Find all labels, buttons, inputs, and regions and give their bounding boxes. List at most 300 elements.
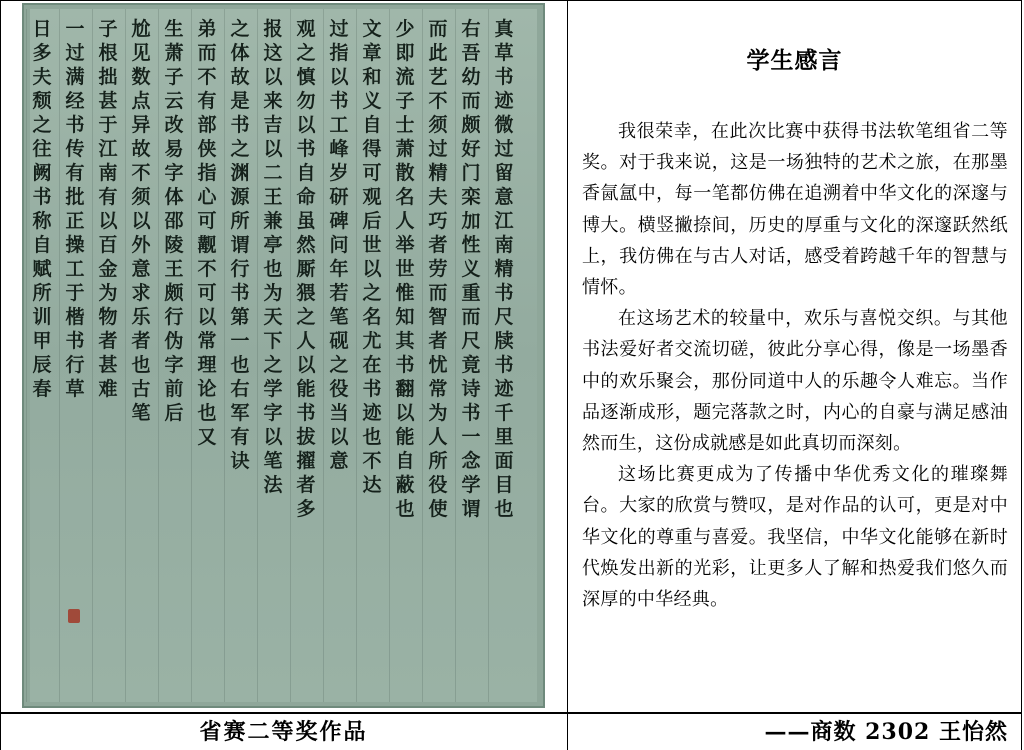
calligraphy-character: 江 [494, 210, 514, 232]
calligraphy-character: 散 [395, 162, 415, 184]
calligraphy-character: 常 [428, 378, 448, 400]
calligraphy-character: 操 [65, 234, 85, 256]
calligraphy-character: 颓 [32, 90, 52, 112]
calligraphy-column [360, 17, 384, 497]
calligraphy-character: 意 [329, 450, 349, 472]
calligraphy-gridline [92, 9, 93, 702]
calligraphy-character: 留 [494, 162, 514, 184]
calligraphy-character: 砚 [329, 330, 349, 352]
calligraphy-character: 也 [131, 354, 151, 376]
calligraphy-character: 不 [197, 258, 217, 280]
calligraphy-gridline [323, 9, 324, 702]
calligraphy-character: 阙 [32, 162, 52, 184]
calligraphy-gridline [191, 9, 192, 702]
calligraphy-character: 意 [131, 258, 151, 280]
calligraphy-character: 赋 [32, 258, 52, 280]
calligraphy-character: 须 [428, 114, 448, 136]
calligraphy-character: 多 [32, 42, 52, 64]
calligraphy-character: 古 [131, 378, 151, 400]
calligraphy-character: 者 [296, 474, 316, 496]
calligraphy-character: 义 [461, 258, 481, 280]
calligraphy-character: 夫 [32, 66, 52, 88]
calligraphy-character: 重 [461, 282, 481, 304]
calligraphy-character: 流 [395, 66, 415, 88]
calligraphy-character: 诀 [230, 450, 250, 472]
calligraphy-character: 之 [296, 306, 316, 328]
calligraphy-character: 字 [164, 162, 184, 184]
calligraphy-character: 而 [197, 42, 217, 64]
calligraphy-character: 乐 [131, 306, 151, 328]
calligraphy-character: 知 [395, 306, 415, 328]
calligraphy-character: 也 [230, 354, 250, 376]
calligraphy-character: 可 [362, 162, 382, 184]
calligraphy-character: 行 [230, 258, 250, 280]
calligraphy-character: 和 [362, 66, 382, 88]
calligraphy-character: 勿 [296, 90, 316, 112]
calligraphy-character: 正 [65, 210, 85, 232]
calligraphy-character: 猥 [296, 282, 316, 304]
calligraphy-character: 工 [329, 114, 349, 136]
calligraphy-character: 可 [197, 210, 217, 232]
calligraphy-gridline [257, 9, 258, 702]
calligraphy-character: 书 [230, 114, 250, 136]
calligraphy-character: 面 [494, 450, 514, 472]
calligraphy-column [129, 17, 153, 425]
essay-paragraph-3: 这场比赛更成为了传播中华优秀文化的璀璨舞台。大家的欣赏与赞叹，是对作品的认可，更是对中华文化的尊重与喜爱。我坚信，中华文化能够在新时代焕发出新的光彩，让更多人了解和热爱我们悠久而深厚的中华经典。 [582, 464, 1008, 611]
calligraphy-character: 草 [494, 42, 514, 64]
calligraphy-character: 蔽 [395, 474, 415, 496]
calligraphy-character: 名 [362, 306, 382, 328]
calligraphy-character: 传 [65, 138, 85, 160]
calligraphy-character: 多 [296, 498, 316, 520]
calligraphy-character: 以 [131, 210, 151, 232]
calligraphy-character: 之 [263, 354, 283, 376]
calligraphy-character: 智 [428, 306, 448, 328]
calligraphy-character: 劳 [428, 258, 448, 280]
essay-paragraph-1: 我很荣幸，在此次比赛中获得书法软笔组省二等奖。对于我来说，这是一场独特的艺术之旅，在那墨香氤氲中，每一笔都仿佛在追溯着中华文化的深邃与博大。横竖撇捺间，历史的厚重与文化的深邃跃然纸上，我仿佛在与古人对话，感受着跨越千年的智慧与情怀。 [582, 121, 1008, 299]
calligraphy-character: 点 [131, 90, 151, 112]
calligraphy-paper [30, 9, 537, 702]
calligraphy-character: 不 [197, 66, 217, 88]
calligraphy-artwork-image [22, 3, 545, 708]
calligraphy-character: 真 [494, 18, 514, 40]
calligraphy-character: 名 [395, 186, 415, 208]
calligraphy-character: 满 [65, 66, 85, 88]
calligraphy-character: 学 [263, 378, 283, 400]
calligraphy-character: 颇 [164, 282, 184, 304]
calligraphy-character: 役 [329, 378, 349, 400]
calligraphy-character: 王 [164, 258, 184, 280]
calligraphy-character: 可 [197, 282, 217, 304]
calligraphy-character: 过 [494, 138, 514, 160]
calligraphy-character: 过 [65, 42, 85, 64]
calligraphy-character: 栾 [461, 186, 481, 208]
calligraphy-character: 人 [296, 330, 316, 352]
calligraphy-character: 书 [461, 402, 481, 424]
calligraphy-character: 军 [230, 402, 250, 424]
calligraphy-character: 也 [362, 426, 382, 448]
calligraphy-character: 尺 [494, 306, 514, 328]
calligraphy-character: 精 [428, 162, 448, 184]
calligraphy-character: 也 [263, 258, 283, 280]
calligraphy-gridline [356, 9, 357, 702]
calligraphy-column [30, 17, 54, 401]
calligraphy-column [492, 17, 516, 521]
calligraphy-character: 是 [230, 90, 250, 112]
calligraphy-character: 所 [428, 450, 448, 472]
calligraphy-column [459, 17, 483, 521]
calligraphy-character: 虽 [296, 210, 316, 232]
calligraphy-character: 二 [263, 162, 283, 184]
calligraphy-character: 于 [65, 282, 85, 304]
calligraphy-character: 来 [263, 90, 283, 112]
calligraphy-character: 不 [131, 162, 151, 184]
calligraphy-character: 陵 [164, 234, 184, 256]
calligraphy-character: 以 [98, 210, 118, 232]
table-border-right [1021, 0, 1022, 750]
calligraphy-character: 翻 [395, 378, 415, 400]
calligraphy-character: 问 [329, 234, 349, 256]
calligraphy-character: 故 [230, 66, 250, 88]
calligraphy-character: 以 [197, 306, 217, 328]
calligraphy-character: 惟 [395, 282, 415, 304]
calligraphy-character: 观 [296, 18, 316, 40]
calligraphy-character: 者 [131, 330, 151, 352]
calligraphy-character: 书 [494, 282, 514, 304]
calligraphy-character: 根 [98, 42, 118, 64]
table-border-middle [567, 0, 568, 750]
calligraphy-character: 以 [263, 66, 283, 88]
calligraphy-character: 然 [296, 234, 316, 256]
calligraphy-character: 甚 [98, 354, 118, 376]
calligraphy-character: 论 [197, 378, 217, 400]
calligraphy-character: 见 [131, 42, 151, 64]
calligraphy-character: 艺 [428, 66, 448, 88]
calligraphy-character: 弟 [197, 18, 217, 40]
calligraphy-character: 云 [164, 90, 184, 112]
calligraphy-character: 邵 [164, 210, 184, 232]
calligraphy-gridline [488, 9, 489, 702]
calligraphy-character: 体 [164, 186, 184, 208]
calligraphy-character: 而 [428, 282, 448, 304]
calligraphy-character: 迹 [494, 378, 514, 400]
calligraphy-character: 书 [65, 114, 85, 136]
calligraphy-character: 指 [329, 42, 349, 64]
calligraphy-character: 法 [263, 474, 283, 496]
calligraphy-character: 笔 [329, 306, 349, 328]
table-border-top [0, 0, 1022, 1]
calligraphy-character: 甲 [32, 330, 52, 352]
calligraphy-character: 之 [230, 18, 250, 40]
calligraphy-character: 过 [428, 138, 448, 160]
calligraphy-character: 经 [65, 90, 85, 112]
calligraphy-character: 之 [296, 42, 316, 64]
calligraphy-character: 右 [230, 378, 250, 400]
calligraphy-character: 行 [65, 354, 85, 376]
calligraphy-character: 为 [263, 282, 283, 304]
calligraphy-character: 尤 [362, 330, 382, 352]
calligraphy-character: 而 [461, 90, 481, 112]
calligraphy-character: 须 [131, 186, 151, 208]
calligraphy-character: 以 [395, 402, 415, 424]
calligraphy-character: 谓 [461, 498, 481, 520]
calligraphy-character: 也 [494, 498, 514, 520]
calligraphy-character: 世 [362, 234, 382, 256]
calligraphy-character: 笔 [131, 402, 151, 424]
calligraphy-character: 拙 [98, 66, 118, 88]
calligraphy-character: 而 [461, 306, 481, 328]
artwork-caption: 省赛二等奖作品 [199, 719, 368, 745]
calligraphy-character: 理 [197, 354, 217, 376]
calligraphy-character: 往 [32, 138, 52, 160]
calligraphy-character: 自 [296, 162, 316, 184]
calligraphy-character: 厮 [296, 258, 316, 280]
calligraphy-character: 萧 [164, 42, 184, 64]
calligraphy-character: 而 [428, 18, 448, 40]
calligraphy-character: 诗 [461, 378, 481, 400]
calligraphy-character: 天 [263, 306, 283, 328]
calligraphy-character: 即 [395, 42, 415, 64]
calligraphy-character: 好 [461, 138, 481, 160]
calligraphy-character: 以 [329, 426, 349, 448]
calligraphy-character: 观 [362, 186, 382, 208]
calligraphy-character: 得 [362, 138, 382, 160]
calligraphy-character: 以 [362, 258, 382, 280]
calligraphy-character: 不 [362, 450, 382, 472]
calligraphy-character: 一 [230, 330, 250, 352]
calligraphy-character: 千 [494, 402, 514, 424]
calligraphy-character: 指 [197, 162, 217, 184]
calligraphy-character: 在 [362, 354, 382, 376]
calligraphy-character: 一 [461, 426, 481, 448]
calligraphy-character: 书 [230, 282, 250, 304]
calligraphy-character: 役 [428, 474, 448, 496]
calligraphy-character: 使 [428, 498, 448, 520]
calligraphy-character: 迹 [362, 402, 382, 424]
calligraphy-character: 报 [263, 18, 283, 40]
calligraphy-column [294, 17, 318, 521]
calligraphy-character: 子 [98, 18, 118, 40]
calligraphy-character: 也 [197, 402, 217, 424]
calligraphy-character: 幼 [461, 66, 481, 88]
calligraphy-gridline [455, 9, 456, 702]
calligraphy-character: 以 [263, 426, 283, 448]
calligraphy-character: 后 [164, 402, 184, 424]
calligraphy-character: 觏 [197, 234, 217, 256]
calligraphy-character: 之 [362, 282, 382, 304]
calligraphy-column [162, 17, 186, 425]
calligraphy-column [426, 17, 450, 521]
calligraphy-character: 其 [395, 330, 415, 352]
calligraphy-character: 书 [395, 354, 415, 376]
calligraphy-character: 心 [197, 186, 217, 208]
calligraphy-character: 之 [230, 138, 250, 160]
calligraphy-character: 右 [461, 18, 481, 40]
calligraphy-character: 书 [32, 186, 52, 208]
calligraphy-character: 巧 [428, 210, 448, 232]
calligraphy-character: 拔 [296, 426, 316, 448]
calligraphy-character: 兼 [263, 210, 283, 232]
calligraphy-column [195, 17, 219, 449]
calligraphy-character: 自 [395, 450, 415, 472]
calligraphy-character: 第 [230, 306, 250, 328]
calligraphy-character: 亭 [263, 234, 283, 256]
calligraphy-column [261, 17, 285, 497]
calligraphy-character: 意 [494, 186, 514, 208]
calligraphy-character: 易 [164, 138, 184, 160]
calligraphy-character: 笔 [263, 450, 283, 472]
calligraphy-character: 者 [428, 330, 448, 352]
calligraphy-character: 有 [65, 162, 85, 184]
calligraphy-character: 异 [131, 114, 151, 136]
calligraphy-character: 微 [494, 114, 514, 136]
calligraphy-character: 楷 [65, 306, 85, 328]
calligraphy-character: 以 [296, 114, 316, 136]
calligraphy-character: 门 [461, 162, 481, 184]
calligraphy-character: 王 [263, 186, 283, 208]
calligraphy-character: 章 [362, 42, 382, 64]
author-signature: ——商数 2302 王怡然 [764, 719, 1008, 745]
calligraphy-character: 训 [32, 306, 52, 328]
calligraphy-column [63, 17, 87, 401]
calligraphy-character: 草 [65, 378, 85, 400]
calligraphy-character: 所 [230, 210, 250, 232]
calligraphy-character: 少 [395, 18, 415, 40]
calligraphy-column [228, 17, 252, 473]
calligraphy-character: 书 [362, 378, 382, 400]
calligraphy-character: 子 [164, 66, 184, 88]
calligraphy-character: 春 [32, 378, 52, 400]
calligraphy-character: 字 [164, 354, 184, 376]
calligraphy-character: 谓 [230, 234, 250, 256]
calligraphy-character: 下 [263, 330, 283, 352]
calligraphy-character: 忧 [428, 354, 448, 376]
calligraphy-character: 峰 [329, 138, 349, 160]
calligraphy-character: 慎 [296, 66, 316, 88]
calligraphy-character: 工 [65, 258, 85, 280]
calligraphy-character: 不 [428, 90, 448, 112]
calligraphy-character: 物 [98, 306, 118, 328]
calligraphy-character: 南 [494, 234, 514, 256]
calligraphy-character: 日 [32, 18, 52, 40]
calligraphy-character: 竟 [461, 354, 481, 376]
calligraphy-character: 批 [65, 186, 85, 208]
calligraphy-character: 难 [98, 378, 118, 400]
calligraphy-gridline [59, 9, 60, 702]
calligraphy-character: 以 [296, 354, 316, 376]
calligraphy-character: 辰 [32, 354, 52, 376]
calligraphy-character: 改 [164, 114, 184, 136]
calligraphy-character: 之 [32, 114, 52, 136]
calligraphy-character: 自 [32, 234, 52, 256]
calligraphy-character: 以 [263, 138, 283, 160]
calligraphy-character: 称 [32, 210, 52, 232]
calligraphy-character: 夫 [428, 186, 448, 208]
calligraphy-character: 牍 [494, 330, 514, 352]
calligraphy-character: 当 [329, 402, 349, 424]
calligraphy-character: 尺 [461, 330, 481, 352]
essay-body [582, 116, 1008, 615]
calligraphy-character: 有 [197, 90, 217, 112]
calligraphy-character: 源 [230, 186, 250, 208]
calligraphy-character: 以 [329, 66, 349, 88]
calligraphy-character: 子 [395, 90, 415, 112]
calligraphy-character: 士 [395, 114, 415, 136]
calligraphy-gridline [290, 9, 291, 702]
calligraphy-character: 为 [428, 402, 448, 424]
calligraphy-character: 文 [362, 18, 382, 40]
calligraphy-character: 义 [362, 90, 382, 112]
calligraphy-character: 若 [329, 282, 349, 304]
calligraphy-character: 研 [329, 186, 349, 208]
calligraphy-character: 性 [461, 234, 481, 256]
calligraphy-character: 擢 [296, 450, 316, 472]
calligraphy-character: 书 [494, 66, 514, 88]
calligraphy-character: 举 [395, 234, 415, 256]
calligraphy-character: 颇 [461, 114, 481, 136]
calligraphy-character: 能 [296, 378, 316, 400]
calligraphy-column [393, 17, 417, 521]
table-border-row-divider [0, 712, 1022, 714]
calligraphy-column [327, 17, 351, 473]
calligraphy-character: 南 [98, 162, 118, 184]
calligraphy-character: 书 [329, 90, 349, 112]
calligraphy-character: 萧 [395, 138, 415, 160]
calligraphy-character: 学 [461, 474, 481, 496]
calligraphy-character: 书 [65, 330, 85, 352]
calligraphy-character: 念 [461, 450, 481, 472]
calligraphy-character: 所 [32, 282, 52, 304]
calligraphy-character: 生 [164, 18, 184, 40]
calligraphy-gridline [158, 9, 159, 702]
calligraphy-gridline [26, 9, 27, 702]
calligraphy-character: 人 [428, 426, 448, 448]
calligraphy-character: 能 [395, 426, 415, 448]
calligraphy-character: 过 [329, 18, 349, 40]
calligraphy-character: 尬 [131, 18, 151, 40]
calligraphy-character: 迹 [494, 90, 514, 112]
calligraphy-character: 书 [296, 402, 316, 424]
calligraphy-character: 一 [65, 18, 85, 40]
table-border-left [0, 0, 1, 750]
calligraphy-character: 数 [131, 66, 151, 88]
calligraphy-character: 金 [98, 258, 118, 280]
calligraphy-character: 求 [131, 282, 151, 304]
calligraphy-character: 人 [395, 210, 415, 232]
calligraphy-gridline [125, 9, 126, 702]
calligraphy-character: 侠 [197, 138, 217, 160]
calligraphy-character: 体 [230, 42, 250, 64]
calligraphy-gridline [422, 9, 423, 702]
calligraphy-character: 字 [263, 402, 283, 424]
calligraphy-character: 江 [98, 138, 118, 160]
calligraphy-character: 又 [197, 426, 217, 448]
calligraphy-character: 之 [329, 354, 349, 376]
calligraphy-character: 行 [164, 306, 184, 328]
calligraphy-character: 书 [296, 138, 316, 160]
calligraphy-character: 吾 [461, 42, 481, 64]
calligraphy-character: 达 [362, 474, 382, 496]
calligraphy-character: 世 [395, 258, 415, 280]
calligraphy-character: 加 [461, 210, 481, 232]
calligraphy-character: 此 [428, 42, 448, 64]
calligraphy-character: 甚 [98, 90, 118, 112]
calligraphy-column [96, 17, 120, 401]
calligraphy-character: 常 [197, 330, 217, 352]
calligraphy-gridline [224, 9, 225, 702]
calligraphy-character: 书 [494, 354, 514, 376]
essay-title: 学生感言 [746, 47, 843, 74]
